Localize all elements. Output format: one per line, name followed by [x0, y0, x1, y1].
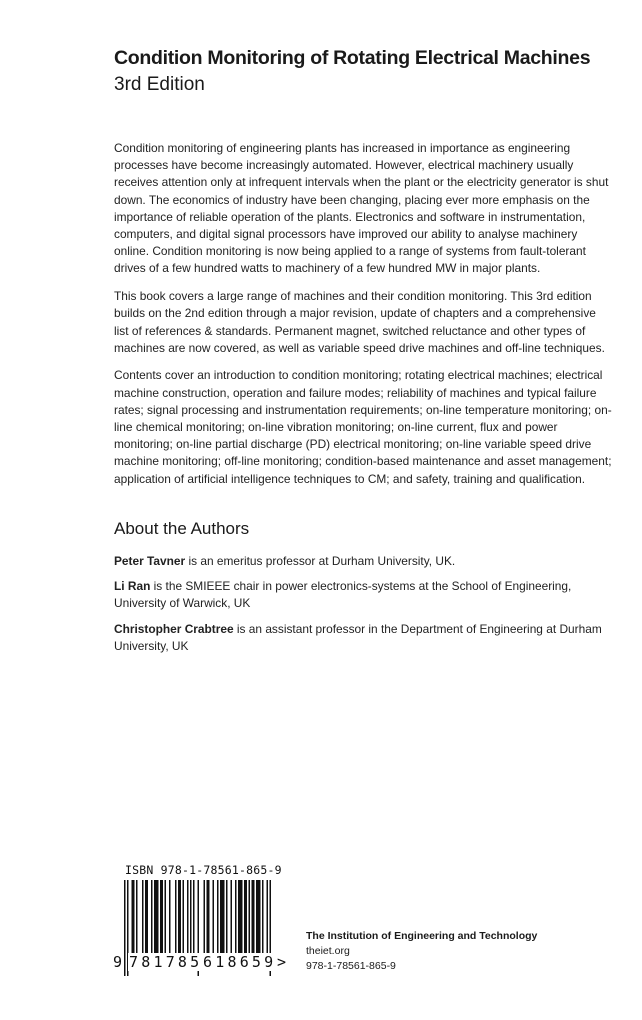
barcode-bar	[249, 880, 251, 964]
barcode-bar	[132, 880, 135, 964]
barcode-bar	[252, 880, 255, 964]
author-name: Peter Tavner	[114, 554, 186, 568]
barcode-bar	[238, 880, 243, 964]
publisher-block	[306, 929, 537, 974]
barcode-bar	[151, 880, 153, 964]
author-name: Christopher Crabtree	[114, 621, 234, 636]
barcode-bar	[154, 880, 159, 964]
barcode-bar	[217, 880, 219, 964]
barcode-bar	[178, 880, 181, 964]
book-title: Condition Monitoring of Rotating Electrical Machines	[114, 47, 591, 69]
barcode-bar	[145, 880, 148, 964]
barcode-bar	[231, 880, 233, 964]
authors-list	[114, 553, 612, 663]
barcode-bar	[220, 880, 225, 964]
barcode-bar	[204, 880, 206, 964]
author-name: Li Ran	[114, 579, 151, 594]
barcode-bar	[244, 880, 247, 964]
description-paragraph: This book covers a large range of machines and their condition monitoring. This 3rd edition builds on the 2nd edition through a major revision, update of chapters and a comprehensive list of references & standards. Permanent magnet, switched reluctance and other types of machines are now covered, as well as variable speed drive machines and off-line techniques.	[114, 289, 605, 355]
publisher-isbn: 978-1-78561-865-9	[306, 960, 396, 972]
barcode-bar	[187, 880, 189, 964]
description	[114, 140, 612, 498]
publisher-website[interactable]: theiet.org	[306, 945, 350, 957]
barcode-bar	[142, 880, 144, 964]
author-entry	[114, 621, 612, 655]
about-authors-heading: About the Authors	[114, 519, 250, 538]
book-edition: 3rd Edition	[114, 74, 205, 95]
author-bio: is the SMIEEE chair in power electronics-systems at the School of Engineering, University of Warwick, UK	[114, 579, 572, 611]
barcode-bar	[262, 880, 264, 964]
barcode-first-digit: 9	[113, 953, 123, 971]
barcode-bar	[160, 880, 163, 964]
author-bio: is an emeritus professor at Durham University, UK.	[185, 554, 456, 568]
barcode-bar	[175, 880, 177, 964]
barcode-bar	[256, 880, 261, 964]
barcode-bar	[267, 880, 269, 964]
description-paragraph: Contents cover an introduction to condition monitoring; rotating electrical machines; electrical machine construction, operation and failure modes; reliability of machines and typical failure rates; signal processing and instrumentation requirements; on-line temperature monitoring; on-line chemical monitoring; on-line vibration monitoring; on-line current, flux and power monitoring; on-line partial discharge (PD) electrical monitoring; on-line variable speed drive machine monitoring; off-line monitoring; condition-based maintenance and asset management; application of artificial intelligence techniques to CM; and safety, training and qualification.	[114, 368, 612, 486]
description-paragraph: Condition monitoring of engineering plants has increased in importance as engineering processes have become increasingly automated. However, electrical machinery usually receives attention only at infrequent intervals when the plant or the electricity generator is shut down. The economics of industry have been changing, placing ever more emphasis on the importance of reliable operation of the plants. Electronics and software in instrumentation, computers, and digital signal processors have improved our ability to analyse machinery online. Condition monitoring is now being applied to a range of systems from fault-tolerant drives of a few hundred watts to machinery of a few hundred MW in major plants.	[114, 141, 609, 276]
barcode-bar	[226, 880, 228, 964]
barcode-bar	[193, 880, 195, 964]
barcode-right-digits: 618659	[203, 953, 277, 971]
barcode-left-digits: 781785	[129, 953, 203, 971]
barcode-bar	[169, 880, 171, 964]
barcode-arrow: >	[277, 953, 287, 971]
barcode-bar	[183, 880, 185, 964]
publisher-name: The Institution of Engineering and Technology	[306, 930, 538, 942]
isbn-label: ISBN 978-1-78561-865-9	[125, 863, 282, 877]
barcode-digits	[112, 953, 290, 973]
barcode-bar	[165, 880, 167, 964]
barcode-bar	[136, 880, 138, 964]
barcode-bar	[190, 880, 192, 964]
barcode-bar	[235, 880, 237, 964]
author-entry	[114, 578, 612, 612]
author-bio: is an assistant professor in the Department of Engineering at Durham University, UK	[114, 621, 602, 653]
author-entry	[114, 553, 612, 570]
barcode-bar	[207, 880, 210, 964]
barcode-bar	[213, 880, 215, 964]
